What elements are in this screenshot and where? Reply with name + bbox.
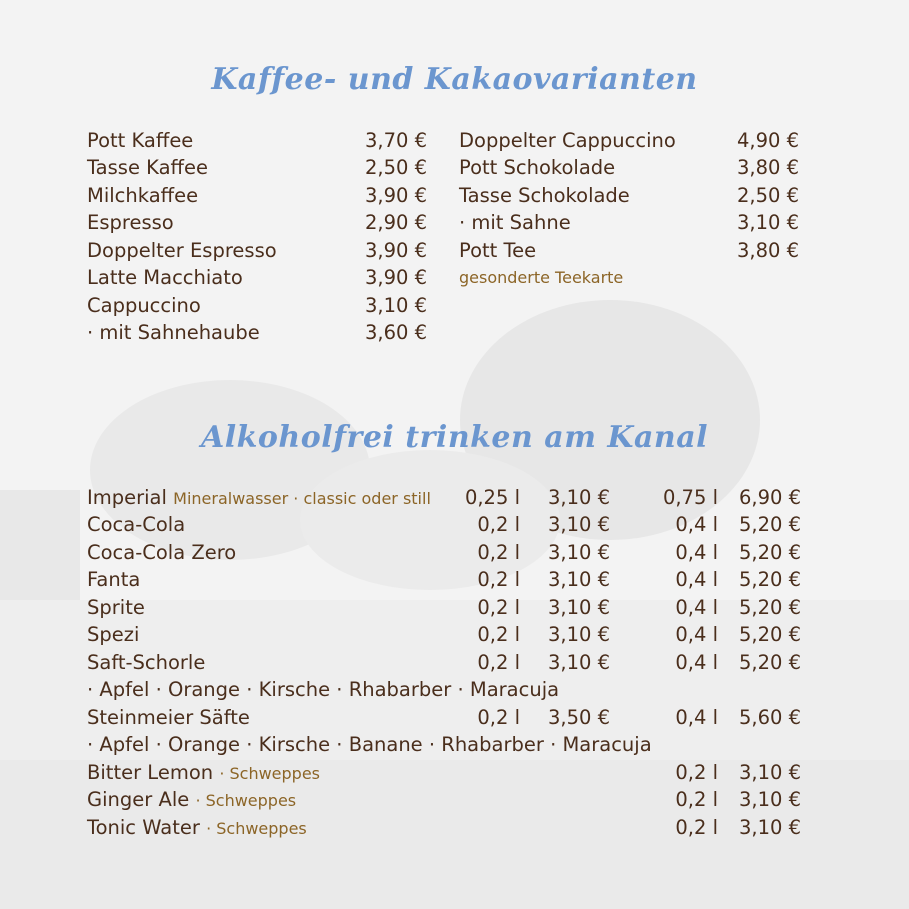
item-price: 3,90 €: [364, 184, 427, 207]
drink-volume-small: 0,2 l: [477, 623, 520, 646]
drink-volume-large: 0,2 l: [675, 788, 718, 811]
drink-volume-large: 0,4 l: [675, 513, 718, 536]
drink-row: [87, 814, 802, 841]
item-price: 3,10 €: [364, 294, 427, 317]
drink-note: · Schweppes: [219, 764, 320, 783]
drink-name-group: [87, 814, 307, 842]
menu-item: [459, 237, 799, 264]
drink-row: [87, 759, 802, 786]
menu-item: [87, 292, 427, 319]
item-price: 2,90 €: [364, 211, 427, 234]
drink-price-large: 3,10 €: [738, 816, 801, 839]
drink-row: [87, 484, 802, 511]
drink-name: Saft-Schorle: [87, 651, 206, 674]
item-price: 2,50 €: [364, 156, 427, 179]
item-price: 3,80 €: [736, 156, 799, 179]
item-price: 2,50 €: [736, 184, 799, 207]
drink-name: Steinmeier Säfte: [87, 706, 250, 729]
menu-item: [459, 209, 799, 236]
drink-price-large: 5,20 €: [738, 568, 801, 591]
menu-item: [459, 154, 799, 181]
item-price: 4,90 €: [736, 129, 799, 152]
drink-volume-large: 0,75 l: [662, 486, 718, 509]
drink-row: [87, 511, 802, 538]
drink-price-large: 3,10 €: [738, 788, 801, 811]
drink-volume-small: 0,2 l: [477, 568, 520, 591]
item-name: Tasse Kaffee: [87, 156, 208, 179]
menu-item: [87, 154, 427, 181]
item-price: 3,70 €: [364, 129, 427, 152]
coffee-section-title: Kaffee- und Kakaovarianten: [211, 62, 698, 97]
drink-name: Sprite: [87, 596, 145, 619]
item-name: Tasse Schokolade: [459, 184, 630, 207]
drink-name: Tonic Water: [87, 816, 200, 839]
tea-note-row: [459, 264, 799, 291]
item-price: 3,10 €: [736, 211, 799, 234]
menu-item: [87, 127, 427, 154]
drink-price-small: 3,50 €: [547, 706, 610, 729]
drink-name-group: [87, 484, 431, 512]
tea-note: gesonderte Teekarte: [459, 268, 624, 287]
drink-price-small: 3,10 €: [547, 486, 610, 509]
item-name: Pott Kaffee: [87, 129, 194, 152]
drink-name-group: [87, 786, 296, 814]
drink-volume-large: 0,2 l: [675, 816, 718, 839]
item-price: 3,90 €: [364, 239, 427, 262]
drink-price-large: 5,20 €: [738, 651, 801, 674]
drink-name: Coca-Cola Zero: [87, 541, 237, 564]
drink-price-small: 3,10 €: [547, 541, 610, 564]
item-name: Milchkaffee: [87, 184, 199, 207]
drink-price-large: 5,20 €: [738, 513, 801, 536]
item-name: Doppelter Cappuccino: [459, 129, 676, 152]
drink-volume-large: 0,4 l: [675, 596, 718, 619]
item-name: · mit Sahne: [459, 211, 571, 234]
schorle-flavors: · Apfel · Orange · Kirsche · Rhabarber · Maracuja: [87, 678, 560, 701]
drink-volume-small: 0,2 l: [477, 651, 520, 674]
drink-volume-small: 0,2 l: [477, 541, 520, 564]
drink-price-small: 3,10 €: [547, 596, 610, 619]
item-name: Doppelter Espresso: [87, 239, 277, 262]
drink-name-group: [87, 759, 320, 787]
drink-price-small: 3,10 €: [547, 623, 610, 646]
flavor-list: [87, 676, 802, 703]
drink-name: Bitter Lemon: [87, 761, 214, 784]
drink-note: Mineralwasser · classic oder still: [173, 489, 431, 508]
drink-row: [87, 594, 802, 621]
drink-name: Spezi: [87, 623, 140, 646]
drink-price-small: 3,10 €: [547, 651, 610, 674]
drink-volume-small: 0,2 l: [477, 706, 520, 729]
item-price: 3,80 €: [736, 239, 799, 262]
drink-volume-large: 0,4 l: [675, 651, 718, 674]
drink-price-small: 3,10 €: [547, 513, 610, 536]
drink-row: [87, 621, 802, 648]
drink-row: [87, 539, 802, 566]
menu-item: [459, 182, 799, 209]
item-name: Pott Schokolade: [459, 156, 616, 179]
drink-volume-small: 0,25 l: [464, 486, 520, 509]
drink-volume-large: 0,4 l: [675, 541, 718, 564]
drink-note: · Schweppes: [195, 791, 297, 810]
item-name: Espresso: [87, 211, 174, 234]
drink-row: [87, 704, 802, 731]
menu-item: [459, 127, 799, 154]
item-name: Latte Macchiato: [87, 266, 243, 289]
item-price: 3,60 €: [364, 321, 427, 344]
item-name: Cappuccino: [87, 294, 201, 317]
drink-volume-large: 0,2 l: [675, 761, 718, 784]
drink-row: [87, 786, 802, 813]
drink-volume-large: 0,4 l: [675, 623, 718, 646]
drink-price-large: 6,90 €: [738, 486, 801, 509]
drink-price-large: 3,10 €: [738, 761, 801, 784]
drink-note: · Schweppes: [206, 819, 307, 838]
drink-name: Fanta: [87, 568, 141, 591]
softdrinks-section-title: Alkoholfrei trinken am Kanal: [200, 420, 709, 455]
drink-price-large: 5,20 €: [738, 541, 801, 564]
drink-price-large: 5,60 €: [738, 706, 801, 729]
drink-name: Coca-Cola: [87, 513, 186, 536]
item-name: · mit Sahnehaube: [87, 321, 260, 344]
drink-volume-large: 0,4 l: [675, 568, 718, 591]
menu-item: [87, 182, 427, 209]
drink-price-small: 3,10 €: [547, 568, 610, 591]
drink-price-large: 5,20 €: [738, 596, 801, 619]
drink-price-large: 5,20 €: [738, 623, 801, 646]
drink-name: Ginger Ale: [87, 788, 190, 811]
drink-volume-small: 0,2 l: [477, 596, 520, 619]
item-price: 3,90 €: [364, 266, 427, 289]
menu-item: [87, 264, 427, 291]
saefte-flavors: · Apfel · Orange · Kirsche · Banane · Rhabarber · Maracuja: [87, 733, 652, 756]
drink-volume-small: 0,2 l: [477, 513, 520, 536]
drink-name: Imperial: [87, 486, 167, 509]
drink-volume-large: 0,4 l: [675, 706, 718, 729]
menu-item: [87, 237, 427, 264]
drink-row: [87, 649, 802, 676]
menu-item: [87, 319, 427, 346]
flavor-list: [87, 731, 802, 758]
drink-row: [87, 566, 802, 593]
menu-item: [87, 209, 427, 236]
item-name: Pott Tee: [459, 239, 537, 262]
